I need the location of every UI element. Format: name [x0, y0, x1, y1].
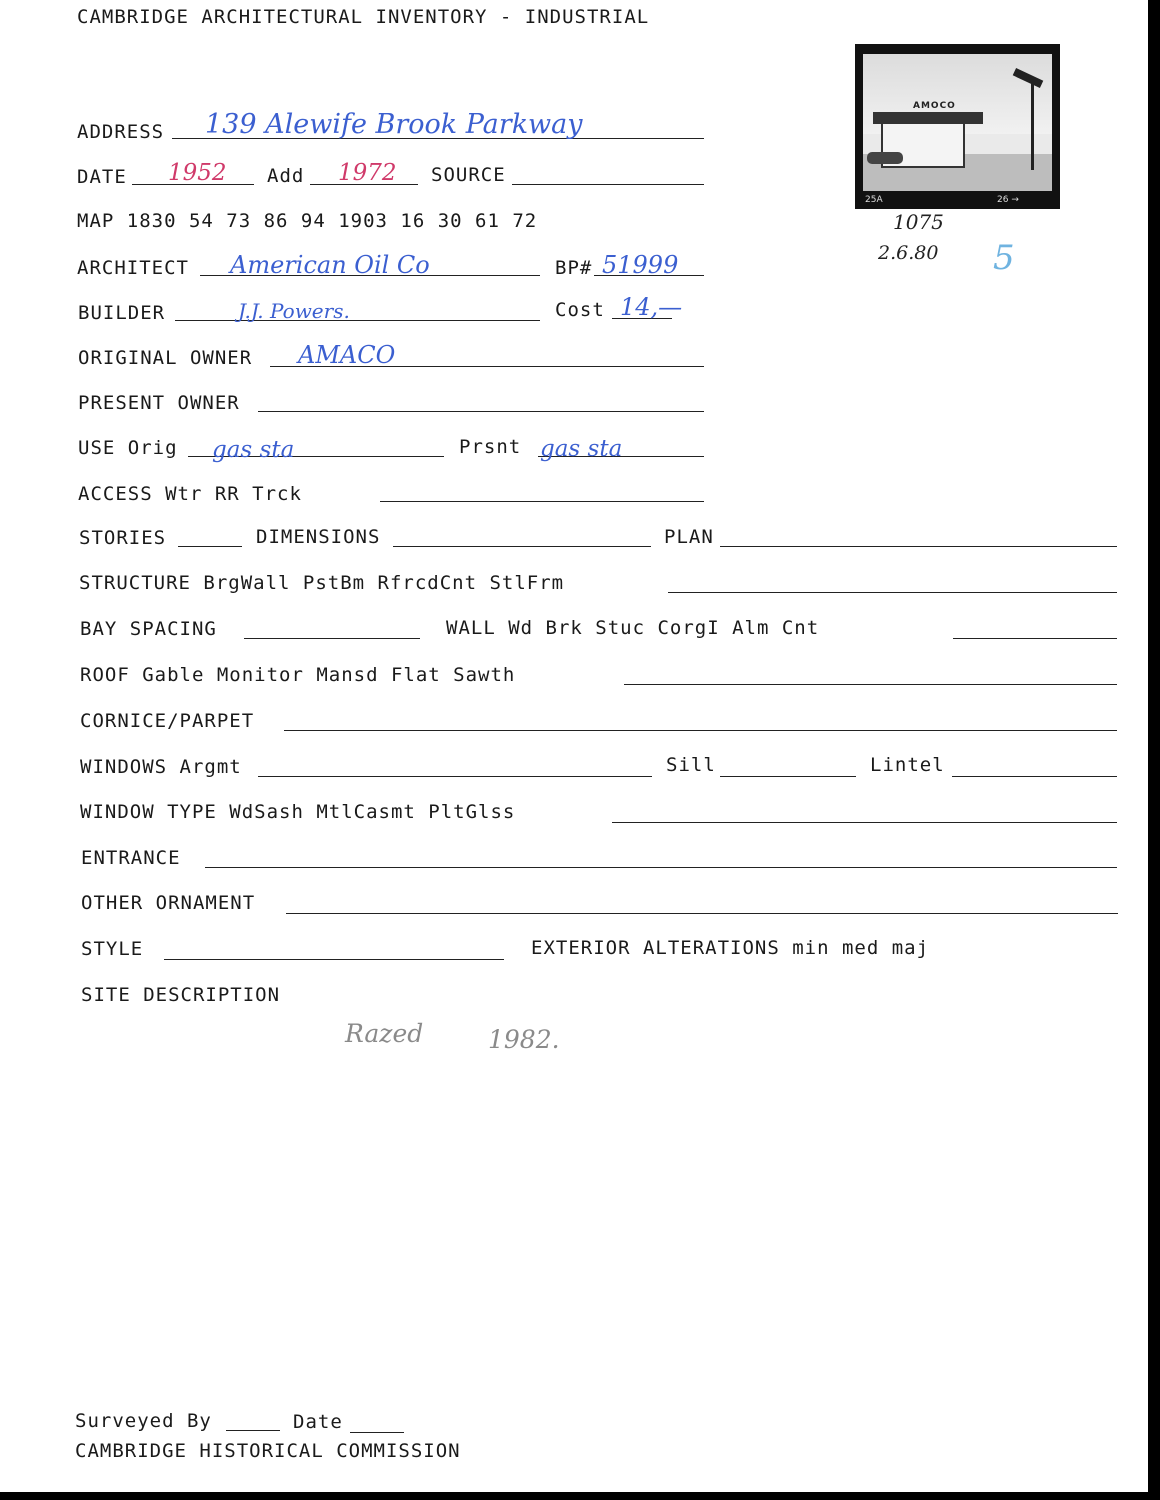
original-owner-label: ORIGINAL OWNER [78, 347, 253, 369]
photo-frame-right: 26 → [997, 195, 1019, 205]
bay-spacing-line [244, 638, 420, 639]
style-line [164, 959, 504, 960]
stories-label: STORIES [79, 527, 167, 549]
other-ornament-line [286, 913, 1118, 914]
architect-value: American Oil Co [230, 251, 430, 279]
site-note: Razed [345, 1019, 424, 1048]
roof-row: ROOF Gable Monitor Mansd Flat Sawth [80, 664, 516, 686]
structure-line [668, 592, 1117, 593]
sill-line [720, 776, 856, 777]
access-row: ACCESS Wtr RR Trck [78, 483, 302, 505]
sill-label: Sill [666, 754, 716, 776]
builder-line [175, 320, 540, 321]
dimensions-label: DIMENSIONS [256, 526, 381, 548]
cornice-label: CORNICE/PARPET [80, 710, 255, 732]
architect-label: ARCHITECT [77, 257, 189, 279]
photo-image [863, 54, 1052, 191]
source-label: SOURCE [431, 164, 506, 186]
use-orig-value: gas sta [212, 437, 295, 463]
date-label: DATE [77, 166, 127, 188]
photo-date: 2.6.80 [878, 242, 939, 264]
style-label: STYLE [81, 938, 144, 960]
prsnt-label: Prsnt [459, 436, 522, 458]
roof-line [624, 684, 1117, 685]
builder-value: J.J. Powers. [238, 299, 350, 323]
photo-sign-text: AMOCO [913, 101, 956, 111]
original-owner-value: AMACO [298, 341, 396, 369]
building-photo [855, 44, 1060, 209]
photo-number: 1075 [893, 210, 944, 234]
present-owner-label: PRESENT OWNER [78, 392, 240, 414]
plan-line [720, 546, 1117, 547]
windows-line [258, 776, 652, 777]
lintel-line [952, 776, 1117, 777]
survey-date-line [350, 1432, 404, 1433]
footer-commission: CAMBRIDGE HISTORICAL COMMISSION [75, 1440, 461, 1462]
add-value: 1972 [338, 160, 397, 186]
stories-line [178, 546, 242, 547]
photo-frame-left: 25A [865, 195, 883, 205]
cost-value: 14,— [620, 293, 683, 321]
windows-label: WINDOWS Argmt [80, 756, 242, 778]
plan-label: PLAN [664, 526, 714, 548]
date-value: 1952 [168, 160, 227, 186]
address-value: 139 Alewife Brook Parkway [205, 109, 583, 140]
window-type-row: WINDOW TYPE WdSash MtlCasmt PltGlss [80, 801, 516, 823]
source-line [512, 184, 704, 185]
other-ornament-label: OTHER ORNAMENT [81, 892, 256, 914]
site-year: 1982. [488, 1025, 560, 1054]
site-description-label: SITE DESCRIPTION [81, 984, 281, 1006]
lintel-label: Lintel [870, 754, 945, 776]
entrance-line [205, 867, 1117, 868]
survey-date-label: Date [293, 1411, 343, 1433]
map-row: MAP 1830 54 73 86 94 1903 16 30 61 72 [77, 210, 538, 232]
bp-label: BP# [555, 257, 593, 279]
bay-spacing-label: BAY SPACING [80, 618, 217, 640]
use-present-value: gas sta [540, 436, 623, 462]
window-type-line [612, 822, 1117, 823]
surveyed-by-line [226, 1430, 280, 1431]
surveyed-by-label: Surveyed By [75, 1410, 212, 1432]
wall-line [953, 638, 1117, 639]
wall-row: WALL Wd Brk Stuc CorgI Alm Cnt [446, 617, 820, 639]
entrance-label: ENTRANCE [81, 847, 181, 869]
structure-row: STRUCTURE BrgWall PstBm RfrcdCnt StlFrm [79, 572, 565, 594]
access-line [380, 501, 704, 502]
bp-value: 51999 [602, 251, 679, 279]
use-orig-label: USE Orig [78, 437, 178, 459]
exterior-alterations-row: EXTERIOR ALTERATIONS min med maj [531, 937, 930, 959]
form-header: CAMBRIDGE ARCHITECTURAL INVENTORY - INDUSTRIAL [77, 6, 650, 28]
address-label: ADDRESS [77, 121, 165, 143]
builder-label: BUILDER [78, 302, 166, 324]
cost-label: Cost [555, 299, 605, 321]
add-label: Add [267, 165, 305, 187]
dimensions-line [393, 546, 651, 547]
margin-mark: 5 [993, 238, 1015, 278]
cornice-line [284, 730, 1117, 731]
present-owner-line [258, 411, 704, 412]
